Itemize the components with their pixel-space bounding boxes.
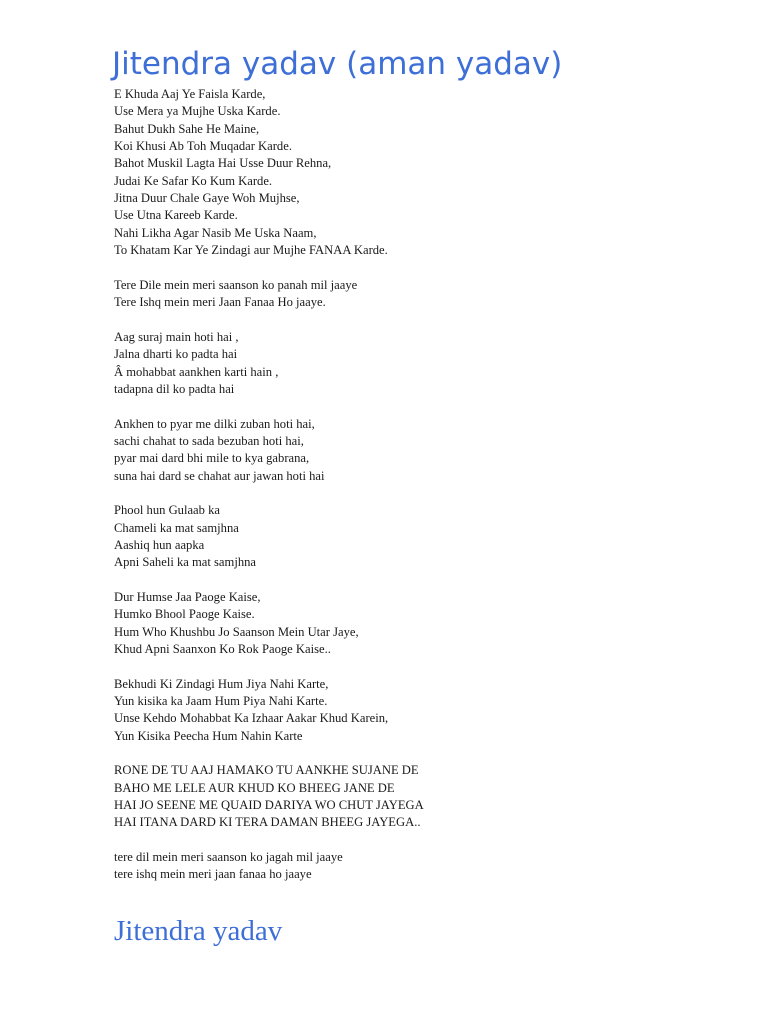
poem-line: Chameli ka mat samjhna xyxy=(114,520,239,535)
poem-line: Koi Khusi Ab Toh Muqadar Karde. xyxy=(114,139,292,154)
poem-stanza xyxy=(114,676,714,745)
poem-line: Ankhen to pyar me dilki zuban hoti hai, xyxy=(114,416,315,431)
poem-line: Apni Saheli ka mat samjhna xyxy=(114,555,256,570)
poem-line: Bahut Dukh Sahe He Maine, xyxy=(114,121,260,136)
poem-line: To Khatam Kar Ye Zindagi aur Mujhe FANAA Karde. xyxy=(114,243,388,258)
poem-line: sachi chahat to sada bezuban hoti hai, xyxy=(114,433,304,448)
poem-line: E Khuda Aaj Ye Faisla Karde, xyxy=(114,87,266,101)
poem-line: Yun kisika ka Jaam Hum Piya Nahi Karte. xyxy=(114,694,328,709)
poem-line: Aashiq hun aapka xyxy=(114,537,205,552)
poem-line: Yun Kisika Peecha Hum Nahin Karte xyxy=(114,728,303,743)
poem-line: Jalna dharti ko padta hai xyxy=(114,347,238,362)
poem-line: tadapna dil ko padta hai xyxy=(114,381,235,396)
poem-line: Tere Dile mein meri saanson ko panah mil jaaye xyxy=(114,277,358,292)
poem-line: RONE DE TU AAJ HAMAKO TU AANKHE SUJANE DE xyxy=(114,763,419,778)
poem-line: Humko Bhool Paoge Kaise. xyxy=(114,607,255,622)
poem-line: Â mohabbat aankhen karti hain , xyxy=(114,364,279,379)
poem-line: Aag suraj main hoti hai , xyxy=(114,329,239,344)
poem-line: Tere Ishq mein meri Jaan Fanaa Ho jaaye. xyxy=(114,295,326,310)
footer-title: Jitendra yadav xyxy=(114,915,283,947)
poem-line: Bekhudi Ki Zindagi Hum Jiya Nahi Karte, xyxy=(114,676,329,691)
poem-line: Hum Who Khushbu Jo Saanson Mein Utar Jaye, xyxy=(114,624,359,639)
poem-line: Bahot Muskil Lagta Hai Usse Duur Rehna, xyxy=(114,156,332,171)
poem-stanza xyxy=(114,86,714,259)
poem-stanza xyxy=(114,277,714,312)
poem-line: HAI ITANA DARD KI TERA DAMAN BHEEG JAYEGA.. xyxy=(114,815,421,830)
poem-line: suna hai dard se chahat aur jawan hoti hai xyxy=(114,468,325,483)
poem-line: Use Mera ya Mujhe Uska Karde. xyxy=(114,104,281,119)
poem-line: Khud Apni Saanxon Ko Rok Paoge Kaise.. xyxy=(114,642,331,656)
poem-body xyxy=(114,86,714,901)
poem-stanza xyxy=(114,762,714,831)
poem-line: pyar mai dard bhi mile to kya gabrana, xyxy=(114,451,310,466)
poem-line: tere ishq mein meri jaan fanaa ho jaaye xyxy=(114,867,312,882)
poem-line: Unse Kehdo Mohabbat Ka Izhaar Aakar Khud Karein, xyxy=(114,711,389,726)
poem-stanza xyxy=(114,849,714,884)
poem-stanza xyxy=(114,329,714,398)
poem-line: Phool hun Gulaab ka xyxy=(114,503,220,518)
poem-stanza xyxy=(114,589,714,658)
poem-line: tere dil mein meri saanson ko jagah mil jaaye xyxy=(114,850,343,865)
poem-line: HAI JO SEENE ME QUAID DARIYA WO CHUT JAYEGA xyxy=(114,798,424,813)
poem-line: Use Utna Kareeb Karde. xyxy=(114,208,238,223)
poem-line: BAHO ME LELE AUR KHUD KO BHEEG JANE DE xyxy=(114,780,395,795)
poem-stanza xyxy=(114,502,714,571)
poem-line: Jitna Duur Chale Gaye Woh Mujhse, xyxy=(114,191,300,206)
poem-line: Nahi Likha Agar Nasib Me Uska Naam, xyxy=(114,225,317,240)
page-title: Jitendra yadav (aman yadav) xyxy=(112,46,563,82)
poem-line: Judai Ke Safar Ko Kum Karde. xyxy=(114,173,273,188)
poem-line: Dur Humse Jaa Paoge Kaise, xyxy=(114,589,261,604)
poem-stanza xyxy=(114,416,714,485)
